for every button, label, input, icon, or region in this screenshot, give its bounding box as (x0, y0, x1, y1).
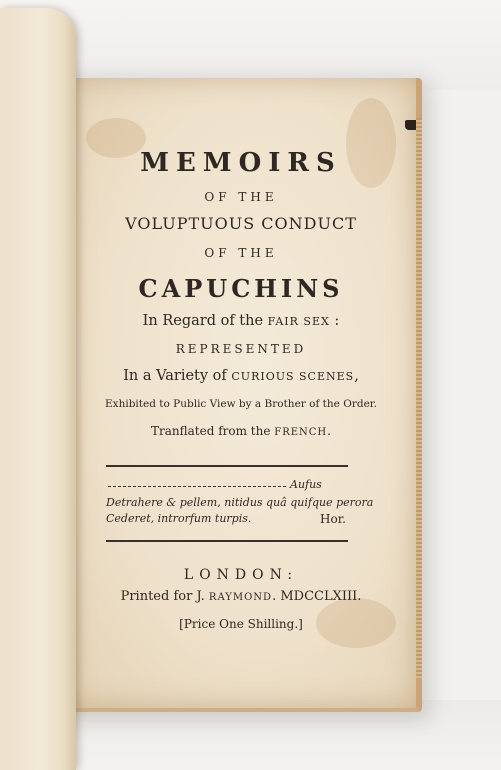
variety-small-caps: CURIOUS SCENES (231, 370, 355, 383)
subtitle-translated (66, 424, 416, 438)
subtitle-variety (66, 368, 416, 384)
subtitle-regard (66, 313, 416, 329)
translated-small-caps: FRENCH (274, 427, 328, 438)
imprint-price: [Price One Shilling.] (179, 617, 303, 631)
printer-suffix: . MDCCLXIII. (272, 589, 362, 604)
subtitle-represented: REPRESENTED (175, 342, 307, 356)
translated-suffix: . (327, 424, 331, 438)
printer-small-caps: RAYMOND (208, 592, 273, 603)
subtitle-exhibited: Exhibited to Public View by a Brother of the Order. (105, 398, 377, 410)
motto-dash-line (108, 486, 286, 488)
variety-prefix: In a Variety of (123, 368, 232, 384)
title-of-the-2: OF THE (204, 246, 278, 260)
title-capuchins: CAPUCHINS (138, 274, 344, 303)
variety-suffix: , (354, 368, 359, 384)
motto-attribution: Hor. (320, 512, 346, 526)
motto-line-a: Aufus (290, 478, 322, 491)
motto-line-c: Cederet, introrfum turpis. (106, 512, 252, 525)
rule-bottom (106, 540, 348, 542)
title-voluptuous-conduct: VOLUPTUOUS CONDUCT (125, 214, 357, 233)
regard-small-caps: FAIR SEX (267, 315, 330, 328)
front-cover-leaf (0, 8, 76, 770)
translated-prefix: Tranflated from the (151, 424, 275, 438)
motto-line-b: Detrahere & pellem, nitidus quâ quifque perora (106, 496, 374, 509)
regard-suffix: : (329, 313, 340, 329)
regard-prefix: In Regard of the (142, 313, 268, 329)
title-memoirs: MEMOIRS (140, 148, 342, 178)
printer-prefix: Printed for J. (120, 589, 209, 604)
page-edge-tear (405, 120, 416, 130)
rule-top (106, 465, 348, 467)
imprint-printer (66, 589, 416, 604)
title-of-the-1: OF THE (204, 190, 278, 204)
imprint-city: LONDON: (183, 567, 299, 583)
